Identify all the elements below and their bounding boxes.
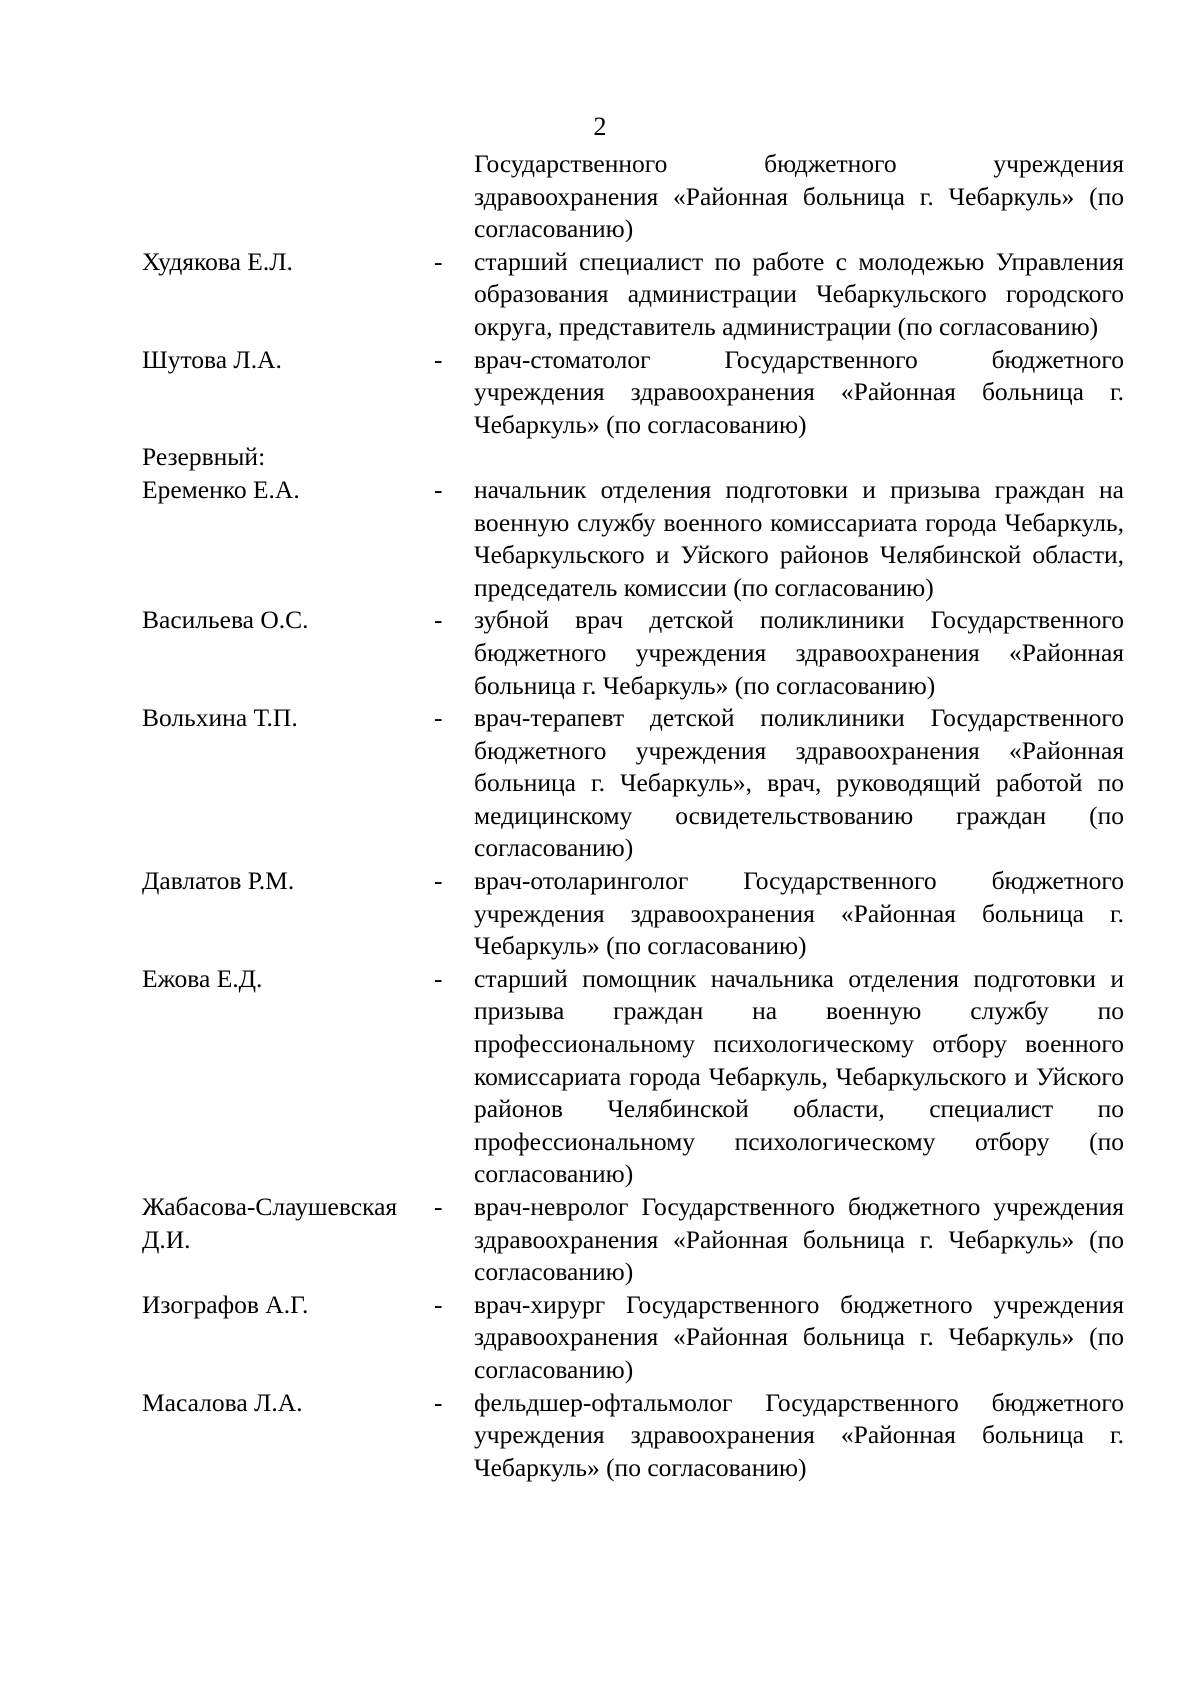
member-dash: - — [434, 474, 443, 504]
member-name: Изографов А.Г. — [142, 1289, 309, 1319]
member-dash: - — [434, 963, 443, 993]
member-name: Васильева О.С. — [142, 605, 309, 635]
continuation-entry — [142, 148, 1124, 246]
reserve-member-entry — [142, 1387, 1124, 1485]
reserve-member-entry — [142, 963, 1124, 1191]
member-entry — [142, 246, 1124, 344]
member-dash: - — [434, 1289, 443, 1319]
member-name: Масалова Л.А. — [142, 1387, 303, 1417]
page-number: 2 — [593, 112, 607, 141]
member-dash: - — [434, 1387, 443, 1417]
member-description: врач-стоматолог Государственного бюджетного учреждения здравоохранения «Районная больница г. Чебаркуль» (по согласованию) — [474, 344, 1124, 439]
member-dash: - — [434, 246, 443, 276]
member-dash: - — [434, 703, 443, 733]
member-entry — [142, 344, 1124, 442]
reserve-member-entry — [142, 1191, 1124, 1289]
reserve-member-entry — [142, 474, 1124, 604]
member-dash: - — [434, 1192, 443, 1221]
member-name: Еременко Е.А. — [142, 474, 300, 504]
member-description: начальник отделения подготовки и призыва граждан на военную службу военного комиссариата города Чебаркуль, Чебаркульского и Уйского районов Челябинской области, председатель комиссии (по согласованию) — [474, 474, 1124, 602]
member-description: врач-хирург Государственного бюджетного учреждения здравоохранения «Районная больница г. Чебаркуль» (по согласованию) — [474, 1289, 1124, 1384]
member-description: старший специалист по работе с молодежью Управления образования администрации Чебаркульского городского округа, представитель администрации (по согласованию) — [474, 246, 1124, 341]
continuation-text: Государственного бюджетного учреждения здравоохранения «Районная больница г. Чебаркуль» (по согласованию) — [474, 149, 1124, 244]
member-description: зубной врач детской поликлиники Государственного бюджетного учреждения здравоохранения «Районная больница г. Чебаркуль» (по согласованию) — [474, 605, 1124, 700]
reserve-member-entry — [142, 702, 1124, 865]
reserve-member-entry — [142, 1289, 1124, 1387]
member-description: врач-невролог Государственного бюджетного учреждения здравоохранения «Районная больница г. Чебаркуль» (по согласованию) — [474, 1192, 1124, 1287]
member-description: старший помощник начальника отделения подготовки и призыва граждан на военную службу по профессиональному психологическому отбору военного комиссариата города Чебаркуль, Чебаркульского и Уйского районов Челябинской области, специалист по профессиональному психологическому отбору (по согласованию) — [474, 963, 1124, 1189]
member-dash: - — [434, 866, 443, 896]
member-dash: - — [434, 344, 443, 374]
member-name: Худякова Е.Л. — [142, 246, 293, 276]
member-name: Жабасова-Слаушевская Д.И. — [142, 1192, 398, 1254]
reserve-label: Резервный: — [142, 442, 266, 472]
member-description: фельдшер-офтальмолог Государственного бюджетного учреждения здравоохранения «Районная больница г. Чебаркуль» (по согласованию) — [474, 1387, 1124, 1482]
member-dash: - — [434, 605, 443, 635]
member-name: Шутова Л.А. — [142, 344, 282, 374]
member-description: врач-отоларинголог Государственного бюджетного учреждения здравоохранения «Районная больница г. Чебаркуль» (по согласованию) — [474, 866, 1124, 961]
commission-list — [142, 148, 1124, 1484]
reserve-member-entry — [142, 865, 1124, 963]
member-name: Вольхина Т.П. — [142, 703, 298, 733]
member-description: врач-терапевт детской поликлиники Государственного бюджетного учреждения здравоохранения «Районная больница г. Чебаркуль», врач, руководящий работой по медицинскому освидетельствованию граждан (по согласованию) — [474, 703, 1124, 863]
reserve-member-entry — [142, 604, 1124, 702]
member-name: Давлатов Р.М. — [142, 866, 295, 896]
member-name: Ежова Е.Д. — [142, 963, 263, 993]
